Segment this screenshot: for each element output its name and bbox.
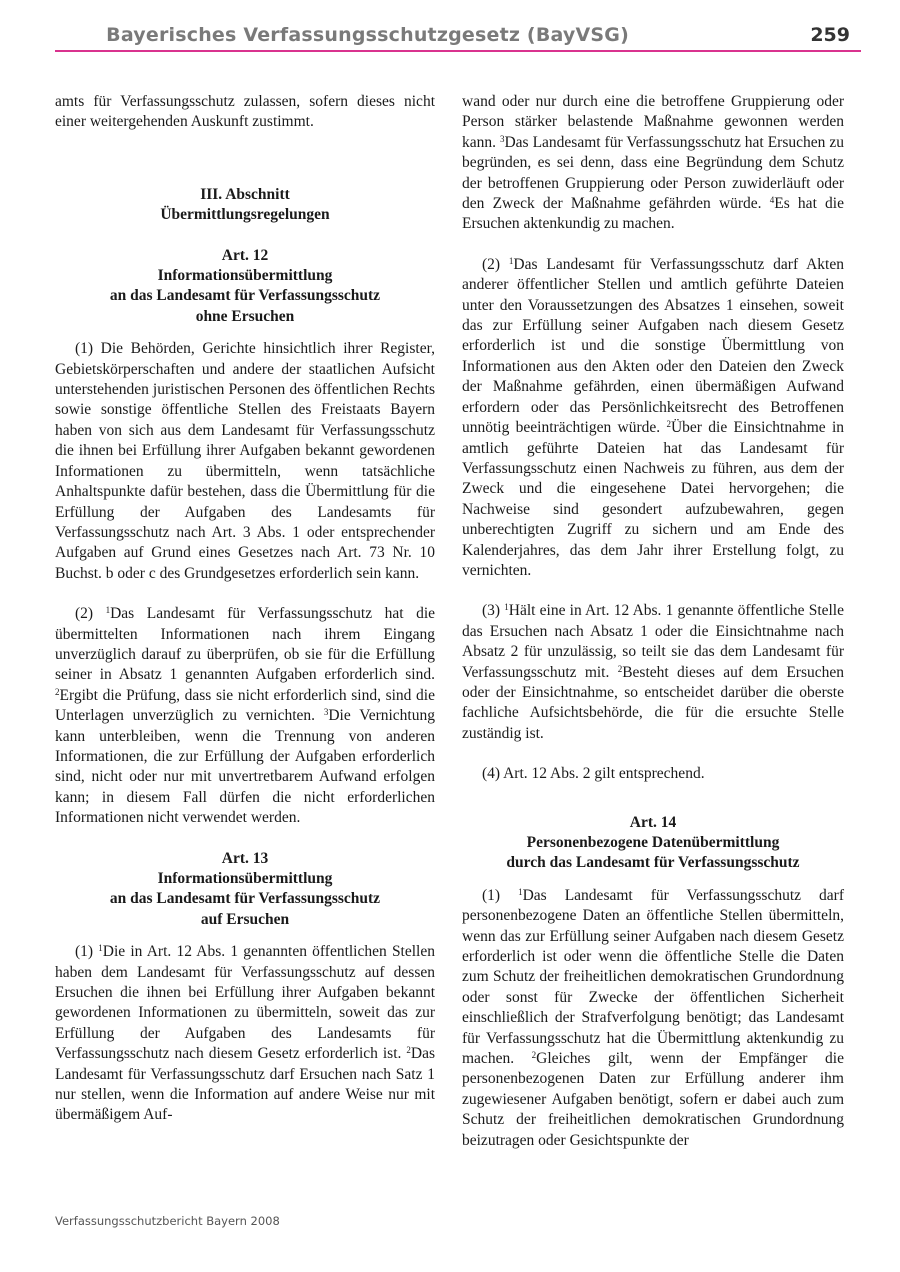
art13-heading-line-2: Informationsübermittlung	[157, 870, 333, 887]
page-number: 259	[810, 24, 850, 46]
art13-heading-line-3: an das Landesamt für Verfassungsschutz	[109, 890, 381, 908]
art13-paragraph-1-continued: wand oder nur durch eine die betroffene Gruppierung oder Person stärker belastende Maßnahme gewonnen werden kann. $^3$Das Landesamt für Verfassungsschutz hat Ersuchen zu begründen, es sei denn, dass eine Begründung dem Schutz der betroffenen Gruppierung oder Person zuwiderläuft oder den Zweck der Maßnahme gefährden würde. $^4$Es hat die Ersuchen aktenkundig zu machen.	[462, 93, 844, 233]
art13-paragraph-1: (1) $^1$Die in Art. 12 Abs. 1 genannten öffentlichen Stellen haben dem Landesamt für Verfassungsschutz auf dessen Ersuchen die ihnen bei Erfüllung ihrer Aufgaben bekannt gewordenen Informationen zu übermitteln, soweit das zur Erfüllung der Aufgaben des Landesamts für Verfassungsschutz nach diesem Gesetz erforderlich ist. $^2$Das Landesamt für Verfassungsschutz darf Ersuchen nach Satz 1 nur stellen, wenn die Information auf andere Weise nur mit übermäßigem Auf-	[55, 943, 435, 1124]
art13-paragraph-4: (4) Art. 12 Abs. 2 gilt entsprechend.	[482, 765, 705, 783]
art13-heading-number: Art. 13	[221, 849, 269, 867]
header-title: Bayerisches Verfassungsschutzgesetz (BayVSG)	[106, 24, 629, 46]
right-column	[462, 92, 844, 1151]
art12-paragraph-2: (2) $^1$Das Landesamt für Verfassungsschutz hat die übermittelten Informationen nach ihrem Eingang unverzüglich darauf zu überprüfen, ob sie für die Erfüllung seiner in Absatz 1 genannten Aufgaben erforderlich sind. $^2$Ergibt die Prüfung, dass sie nicht erforderlich sind, sind die Unterlagen unverzüglich zu vernichten. $^3$Die Vernichtung kann unterbleiben, wenn die Trennung von anderen Informationen, die zur Erfüllung der Aufgaben erforderlich sind, nicht oder nur mit unvertretbarem Aufwand erfolgen kann; in diesem Fall dürfen die nicht erforderlichen Informationen nicht verwendet werden.	[55, 605, 436, 827]
page-footer: Verfassungsschutzbericht Bayern 2008	[55, 1214, 280, 1228]
art14-heading-line-3: durch das Landesamt für Verfassungsschutz	[506, 854, 800, 872]
art14-paragraph-1: (1) $^1$Das Landesamt für Verfassungsschutz darf personenbezogene Daten an öffentliche Stellen übermitteln, wenn das zur Erfüllung seiner Aufgaben nach diesem Gesetz erforderlich ist oder wenn die öffentliche Stelle die Daten zum Schutz der freiheitlichen demokratischen Grundordnung oder sonst für Zwecke der öffentlichen Sicherheit einschließlich der Strafverfolgung benötigt; das Landesamt für Verfassungsschutz hat die Übermittlung aktenkundig zu machen. $^2$Gleiches gilt, wenn der Empfänger die personenbezogenen Daten zur Erfüllung anderer ihm zugewiesener Aufgaben benötigt, sofern er dabei auch zum Schutz der freiheitlichen demokratischen Grundordnung beizutragen oder Gesichtspunkte der	[462, 886, 844, 1149]
art12-heading-line-3: an das Landesamt für Verfassungsschutz	[109, 287, 381, 305]
art12-heading-line-4: ohne Ersuchen	[195, 307, 295, 325]
left-column	[55, 92, 435, 1126]
art14-heading-line-2: Personenbezogene Datenübermittlung	[526, 834, 780, 851]
art14-heading-number: Art. 14	[629, 813, 677, 831]
page-header	[55, 22, 861, 52]
art12-paragraph-1: (1) Die Behörden, Gerichte hinsichtlich ihrer Register, Gebietskörperschaften und andere der staatlichen Aufsicht unterstehenden juristischen Personen des öffentlichen Rechts sowie sonstige öffentliche Stellen des Freistaats Bayern haben von sich aus dem Landesamt für Verfassungsschutz die ihnen bei Erfüllung ihrer Aufgaben bekannt gewordenen Informationen zu übermitteln, wenn tatsächliche Anhaltspunkte dafür bestehen, dass die Übermittlung für die Erfüllung der Aufgaben des Landesamts für Verfassungsschutz nach Art. 3 Abs. 1 oder entsprechender Aufgaben auf Grund eines Gesetzes nach Art. 73 Nr. 10 Buchst. b oder c des Grundgesetzes erforderlich sein kann.	[55, 340, 435, 582]
art13-paragraph-3: (3) $^1$Hält eine in Art. 12 Abs. 1 genannte öffentliche Stelle das Ersuchen nach Absatz 1 oder die Einsichtnahme nach Absatz 2 für unzulässig, so teilt sie das dem Landesamt für Verfassungsschutz mit. $^2$Besteht dieses auf dem Ersuchen oder der Einsichtnahme, so entscheidet darüber die oberste fachliche Aufsichtsbehörde, die für die ersuchte Stelle zuständig ist.	[462, 602, 844, 742]
section-heading-title: Übermittlungsregelungen	[160, 206, 330, 224]
intro-paragraph: amts für Verfassungsschutz zulassen, sofern dieses nicht einer weitergehenden Auskunft zustimmt.	[55, 93, 435, 131]
art13-heading-line-4: auf Ersuchen	[200, 910, 290, 928]
section-heading-number: III. Abschnitt	[200, 185, 290, 203]
art12-heading-line-2: Informationsübermittlung	[157, 267, 333, 285]
art12-heading-number: Art. 12	[221, 246, 269, 264]
art13-paragraph-2: (2) $^1$Das Landesamt für Verfassungsschutz darf Akten anderer öffentlicher Stellen und amtlich geführte Dateien unter den Voraussetzungen des Absatzes 1 einsehen, soweit das zur Erfüllung seiner Aufgaben nach diesem Gesetz erforderlich ist und die sonstige Übermittlung von Informationen aus den Akten oder den Dateien den Zweck der Maßnahme gefährden, einen übermäßigen Aufwand erfordern oder das Persönlichkeitsrecht des Betroffenen unnötig beeinträchtigen würde. $^2$Über die Einsichtnahme in amtlich geführte Dateien hat das Landesamt für Verfassungsschutz einen Nachweis zu führen, aus dem der Zweck und die eingesehene Datei hervorgehen; die Nachweise sind gesondert aufzubewahren, gegen unberechtigten Zugriff zu sichern und am Ende des Kalenderjahres, das dem Jahr ihrer Erstellung folgt, zu vernichten.	[462, 255, 845, 579]
